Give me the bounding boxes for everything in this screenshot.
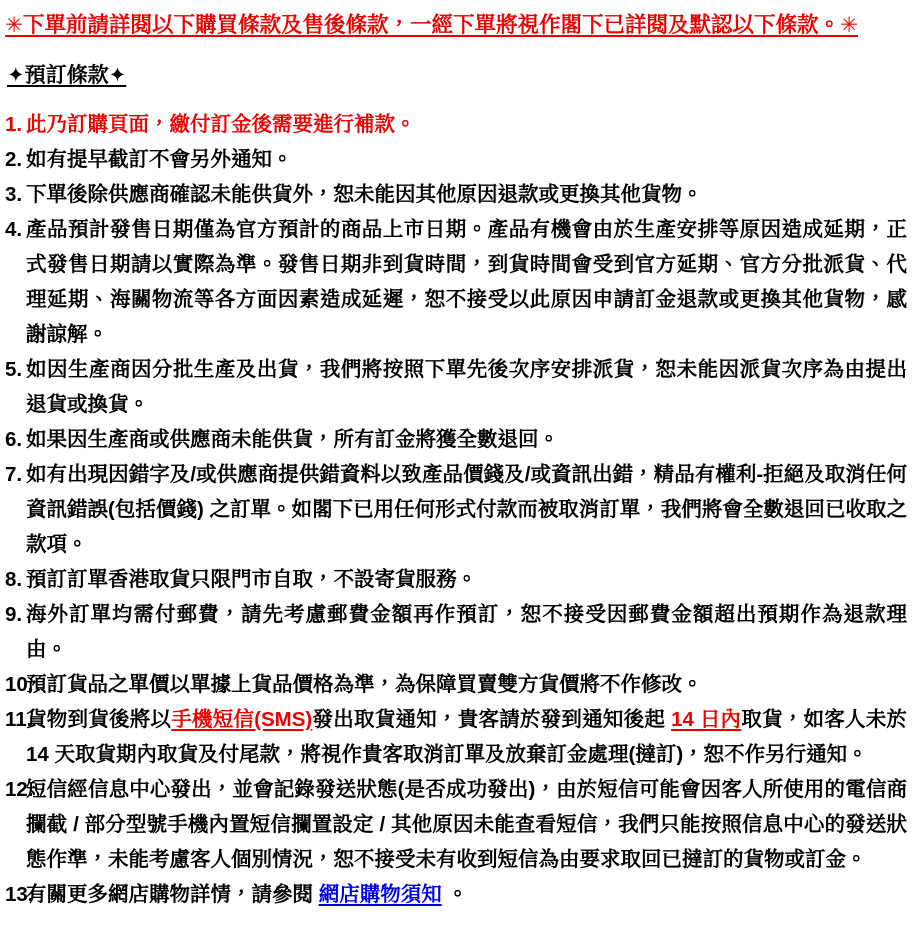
sms-highlight: 手機短信(SMS) <box>171 708 313 731</box>
term-item-6 <box>5 422 907 457</box>
term-number: 11. <box>5 708 33 731</box>
term-number: 4. <box>5 218 23 241</box>
term-item-1 <box>5 107 907 142</box>
term-text: 有關更多網店購物詳情，請參閱 <box>26 883 319 906</box>
pickup-deadline-highlight: 14 日內 <box>671 708 742 731</box>
section-title-preorder-terms: ✦預訂條款✦ <box>7 64 127 87</box>
term-item-9 <box>5 597 907 667</box>
term-item-7 <box>5 457 907 562</box>
term-number: 3. <box>5 183 23 206</box>
term-text: 產品預計發售日期僅為官方預計的商品上市日期。產品有機會由於生產安排等原因造成延期，正式發售日期請以實際為準。發售日期非到貨時間，到貨時間會受到官方延期、官方分批派貨、代理延期、海關物流等各方面因素造成延遲，恕不接受以此原因申請訂金退款或更換其他貨物，感謝諒解。 <box>26 218 907 346</box>
term-text: 預訂貨品之單價以單據上貨品價格為準，為保障買賣雙方貨價將不作修改。 <box>26 673 703 696</box>
terms-list <box>5 107 907 912</box>
term-number: 7. <box>5 463 23 486</box>
term-text: 下單後除供應商確認未能供貨外，恕未能因其他原因退款或更換其他貨物。 <box>26 183 703 206</box>
term-text: 此乃訂購頁面，繳付訂金後需要進行補款。 <box>26 113 416 136</box>
term-item-8 <box>5 562 907 597</box>
term-text: 海外訂單均需付郵費，請先考慮郵費金額再作預訂，恕不接受因郵費金額超出預期作為退款理由。 <box>26 603 907 661</box>
term-number: 12. <box>5 778 34 801</box>
store-shopping-guide-link[interactable]: 網店購物須知 <box>318 883 442 906</box>
term-item-11 <box>5 702 908 772</box>
term-number: 5. <box>5 358 23 381</box>
term-item-3 <box>5 177 907 212</box>
term-number: 13. <box>5 883 34 906</box>
term-number: 10. <box>5 673 34 696</box>
term-text: 如因生產商因分批生產及出貨，我們將按照下單先後次序安排派貨，恕未能因派貨次序為由提出退貨或換貨。 <box>26 358 907 416</box>
pre-order-notice: ✳下單前請詳閱以下購買條款及售後條款，一經下單將視作閣下已詳閱及默認以下條款。✳ <box>5 13 859 37</box>
term-number: 2. <box>5 148 23 171</box>
term-item-4 <box>5 212 907 352</box>
term-number: 9. <box>5 603 23 626</box>
term-number: 8. <box>5 568 23 591</box>
term-text: 如有提早截訂不會另外通知。 <box>26 148 293 171</box>
term-item-5 <box>5 352 907 422</box>
term-text: 如有出現因錯字及/或供應商提供錯資料以致產品價錢及/或資訊出錯，精品有權利-拒絕及取消任何資訊錯誤(包括價錢) 之訂單。如閣下已用任何形式付款而被取消訂單，我們將會全數退回已收取之款項。 <box>26 463 907 556</box>
term-text: 短信經信息中心發出，並會記錄發送狀態(是否成功發出)，由於短信可能會因客人所使用的電信商攔截 / 部分型號手機內置短信攔置設定 / 其他原因未能查看短信，我們只能按照信息中心的發送狀態作準，未能考慮客人個別情況，恕不接受未有收到短信為由要求取回已撻訂的貨物或訂金。 <box>26 778 907 871</box>
term-item-2 <box>5 142 907 177</box>
term-text: 如果因生產商或供應商未能供貨，所有訂金將獲全數退回。 <box>26 428 559 451</box>
term-text: 。 <box>441 883 468 906</box>
term-item-10 <box>5 667 907 702</box>
term-number: 1. <box>5 113 23 136</box>
term-item-12 <box>5 772 907 877</box>
term-text: 取貨，如客人未於 14 天取貨期內取貨及付尾款，將視作貴客取消訂單及放棄訂金處理(撻訂)，恕不作另行通知。 <box>26 708 908 766</box>
term-text: 貨物到貨後將以 <box>26 708 172 731</box>
term-text: 預訂訂單香港取貨只限門市自取，不設寄貨服務。 <box>26 568 477 591</box>
term-text: 發出取貨通知，貴客請於發到通知後起 <box>312 708 672 731</box>
term-item-13 <box>5 877 907 912</box>
term-number: 6. <box>5 428 23 451</box>
